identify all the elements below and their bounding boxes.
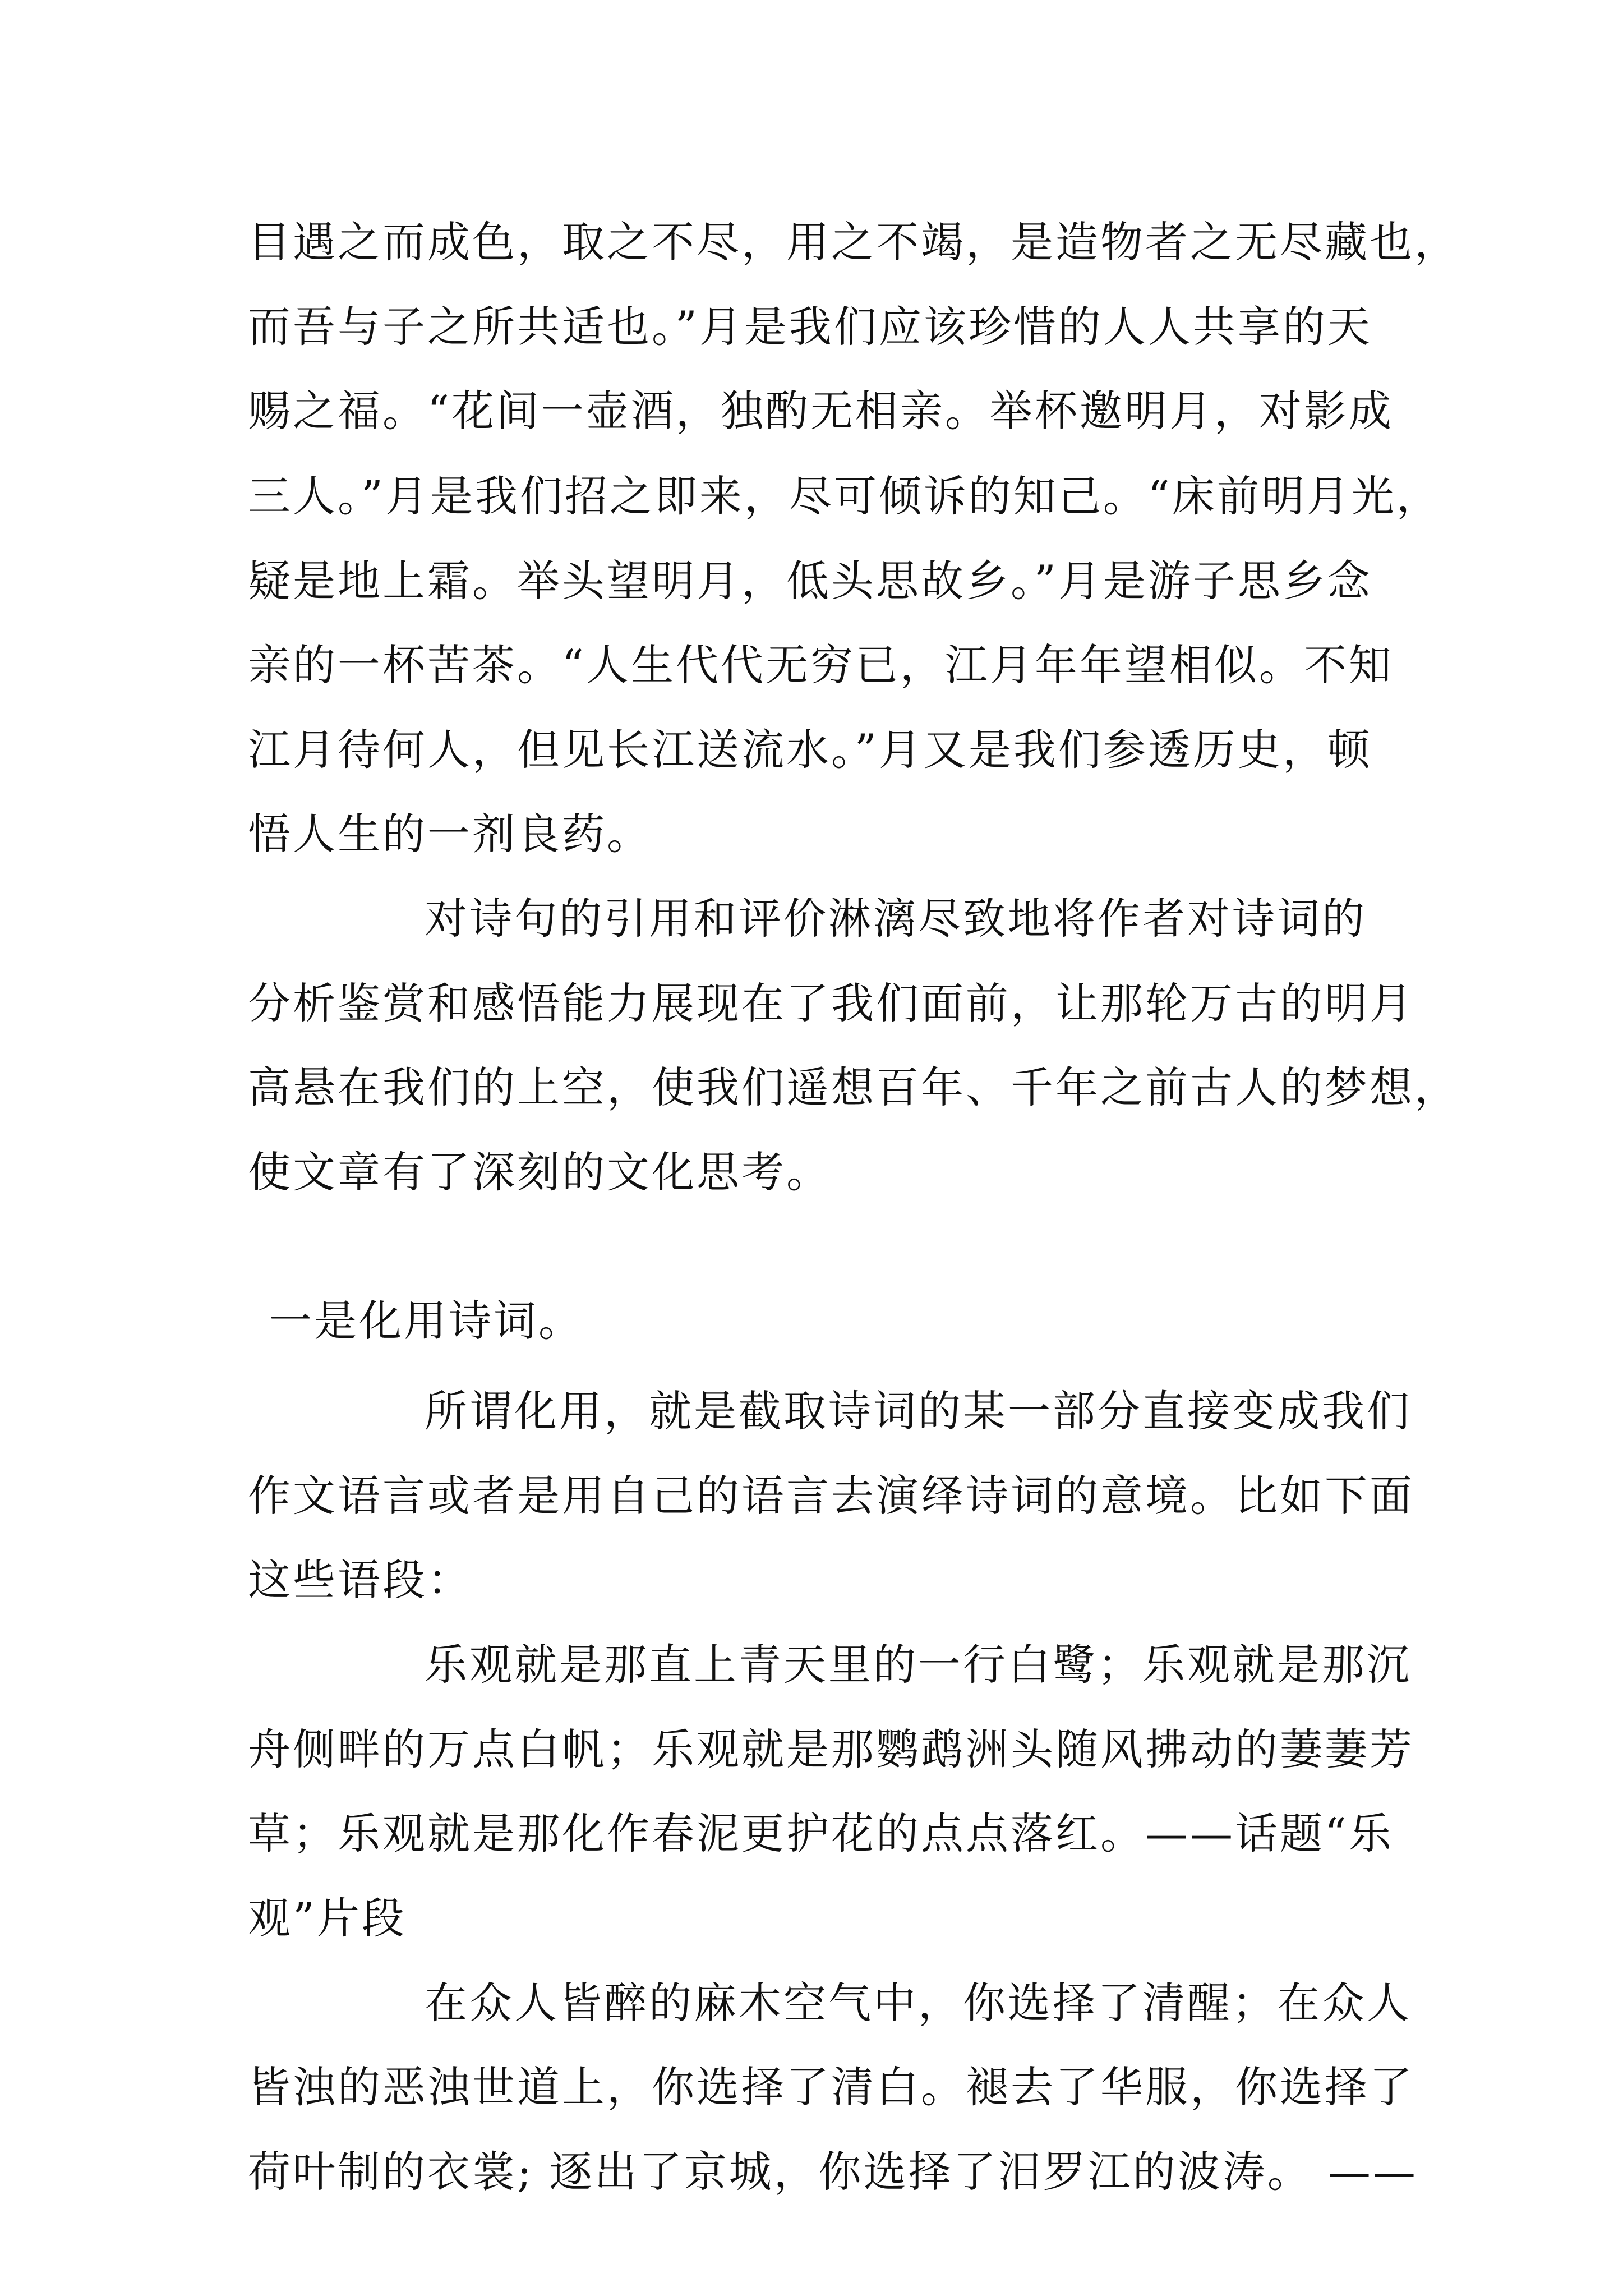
section-heading: 一是化用诗词。 xyxy=(269,1296,583,1346)
text-line: 观”片段 xyxy=(248,1893,407,1943)
text-line: 作文语言或者是用自己的语言去演绎诗词的意境。比如下面 xyxy=(248,1471,1414,1521)
paragraph-start-line: 乐观就是那直上青天里的一行白鹭；乐观就是那沉 xyxy=(425,1640,1412,1690)
text-line: 而吾与子之所共适也。”月是我们应该珍惜的人人共享的天 xyxy=(248,302,1372,352)
text-line: 这些语段： xyxy=(248,1555,472,1605)
text-line: 草；乐观就是那化作春泥更护花的点点落红。——话题“乐 xyxy=(248,1809,1394,1858)
text-line: 舟侧畔的万点白帆；乐观就是那鹦鹉洲头随风拂动的萋萋芳 xyxy=(248,1724,1414,1774)
text-line: 三人。”月是我们招之即来，尽可倾诉的知己。“床前明月光， xyxy=(248,471,1441,521)
text-line: 悟人生的一剂良药。 xyxy=(248,809,652,859)
text-line: 目遇之而成色，取之不尽，用之不竭，是造物者之无尽藏也， xyxy=(248,217,1459,267)
text-line: 皆浊的恶浊世道上，你选择了清白。褪去了华服，你选择了 xyxy=(248,2062,1414,2112)
text-line: 疑是地上霜。举头望明月，低头思故乡。”月是游子思乡念 xyxy=(248,556,1372,606)
text-line: 高悬在我们的上空，使我们遥想百年、千年之前古人的梦想， xyxy=(248,1062,1459,1112)
text-line: 使文章有了深刻的文化思考。 xyxy=(248,1147,831,1197)
text-line: 江月待何人，但见长江送流水。”月又是我们参透历史，顿 xyxy=(248,725,1372,775)
text-line: 亲的一杯苦茶。“人生代代无穷已，江月年年望相似。不知 xyxy=(248,640,1394,690)
paragraph-start-line: 所谓化用，就是截取诗词的某一部分直接变成我们 xyxy=(425,1386,1412,1436)
text-line: 荷叶制的衣裳; 逐出了京城，你选择了汨罗江的波涛。 —— xyxy=(248,2147,1418,2197)
text-line: 分析鉴赏和感悟能力展现在了我们面前，让那轮万古的明月 xyxy=(248,978,1414,1028)
paragraph-start-line: 对诗句的引用和评价淋漓尽致地将作者对诗词的 xyxy=(425,894,1367,944)
text-line: 赐之福。“花间一壶酒，独酌无相亲。举杯邀明月，对影成 xyxy=(248,386,1394,436)
paragraph-start-line: 在众人皆醉的麻木空气中，你选择了清醒；在众人 xyxy=(425,1978,1412,2028)
